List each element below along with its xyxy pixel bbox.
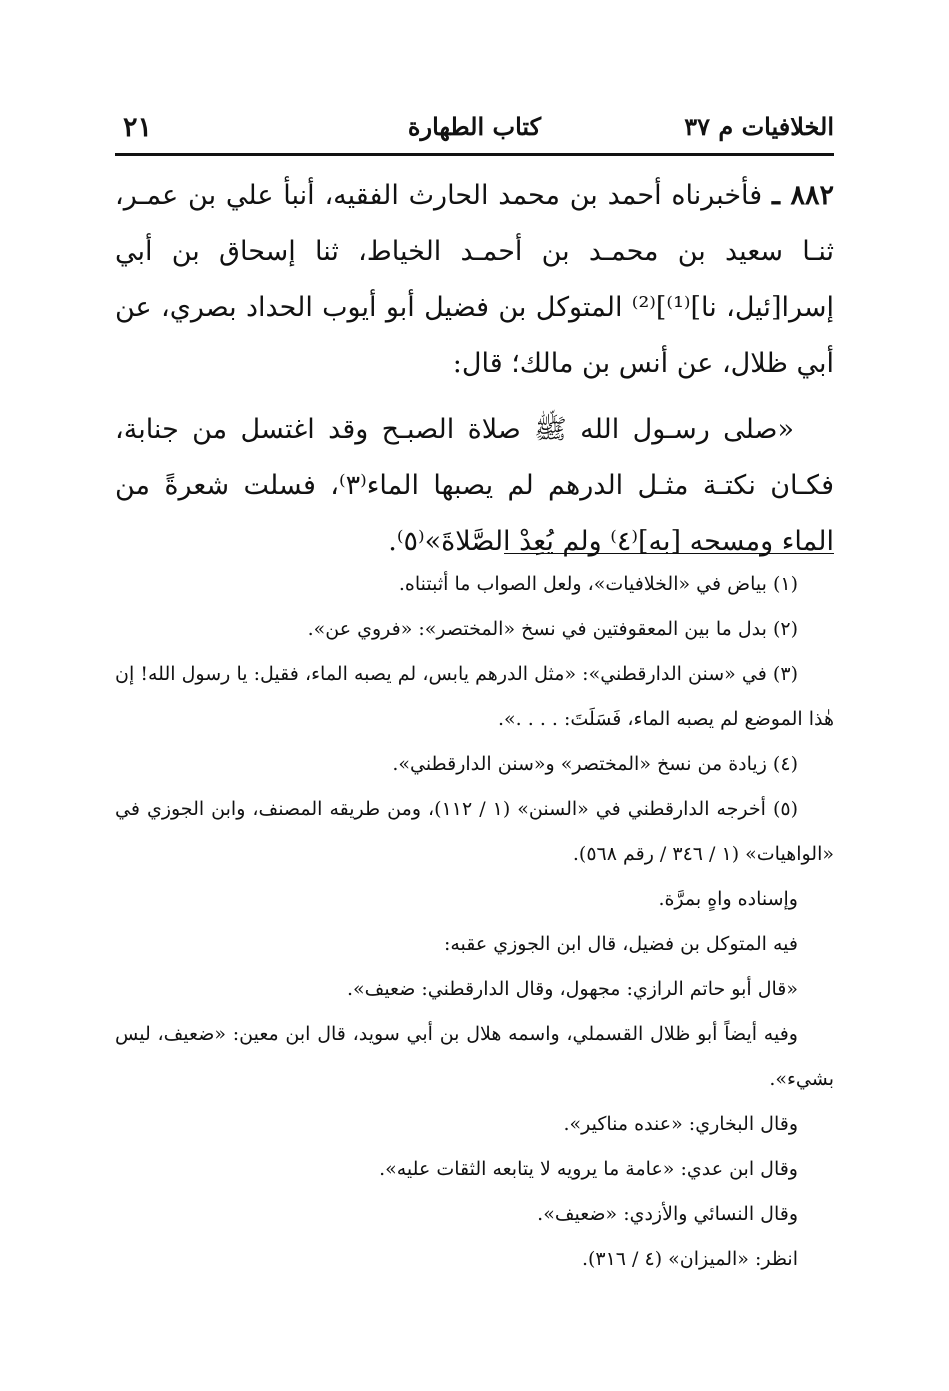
footnotes: [115, 562, 834, 1282]
footnote-1: (١) بياض في «الخلافيات»، ولعل الصواب ما أثبتناه.: [398, 573, 798, 595]
footnote-line: وفيه أيضاً أبو ظلال القسملي، واسمه هلال بن أبي سويد، قال ابن معين: «ضعيف، ليس بشيء».: [115, 1023, 834, 1090]
header-volume-label: الخلافيات م ٣٧: [684, 112, 834, 141]
page-number: ٢١: [123, 112, 153, 143]
main-text: [115, 168, 834, 570]
footnote-line: وقال البخاري: «عنده مناكير».: [563, 1113, 798, 1135]
footnote-line: انظر: «الميزان» (٤ / ٣١٦).: [581, 1248, 798, 1270]
footnote-4: (٤) زيادة من نسخ «المختصر» و«سنن الدارقطني».: [392, 753, 798, 775]
footnote-2: (٢) بدل ما بين المعقوفتين في نسخ «المختصر»: «فروي عن».: [307, 618, 798, 640]
running-header: [115, 108, 834, 148]
hadith-text: «صلى رسـول الله ﷺ صلاة الصبـح وقد اغتسل من جنابة، فكـان نكتـة مثـل الدرهم لم يصبها الماء⁽٣⁾، فسلت شعرةً من الماء ومسحه [به]⁽٤⁾ ولم يُعِدْ الصَّلاةَ»⁽٥⁾.: [115, 414, 834, 557]
footnote-line: وقال النسائي والأزدي: «ضعيف».: [537, 1203, 798, 1225]
footnote-5: (٥) أخرجه الدارقطني في «السنن» (١ / ١١٢)، ومن طريقه المصنف، وابن الجوزي في «الواهيات» (١ / ٣٤٦ / رقم ٥٦٨).: [115, 798, 834, 865]
footnote-line: وقال ابن عدي: «عامة ما يرويه لا يتابعه الثقات عليه».: [379, 1158, 798, 1180]
footnote-line: «قال أبو حاتم الرازي: مجهول، وقال الدارقطني: ضعيف».: [346, 978, 798, 1000]
footnote-line: وإسناده واهٍ بمرَّة.: [658, 888, 798, 910]
isnad-text: فأخبرناه أحمد بن محمد الحارث الفقيه، أنبأ علي بن عمـر، ثنـا سعيد بن محمـد بن أحمـد الخياط، ثنا إسحاق بن أبي إسرا[ئيل، نا]⁽¹⁾]⁽²⁾ المتوكل بن فضيل أبو أيوب الحداد بصري، عن أبي ظلال، عن أنس بن مالك؛ قال:: [115, 180, 834, 379]
header-divider: [115, 153, 834, 156]
footnote-line: فيه المتوكل بن فضيل، قال ابن الجوزي عقبه:: [443, 933, 798, 955]
footnote-divider: [504, 553, 834, 554]
hadith-number: ٨٨٢ ـ: [771, 180, 835, 211]
isnad-paragraph: [115, 168, 834, 392]
header-chapter-title: كتاب الطهارة: [407, 112, 542, 141]
footnote-3: (٣) في «سنن الدارقطني»: «مثل الدرهم يابس، لم يصبه الماء، فقيل: يا رسول الله! إن هٰذا الموضع لم يصبه الماء، فَسَلَتَ: . . . .».: [115, 663, 834, 730]
